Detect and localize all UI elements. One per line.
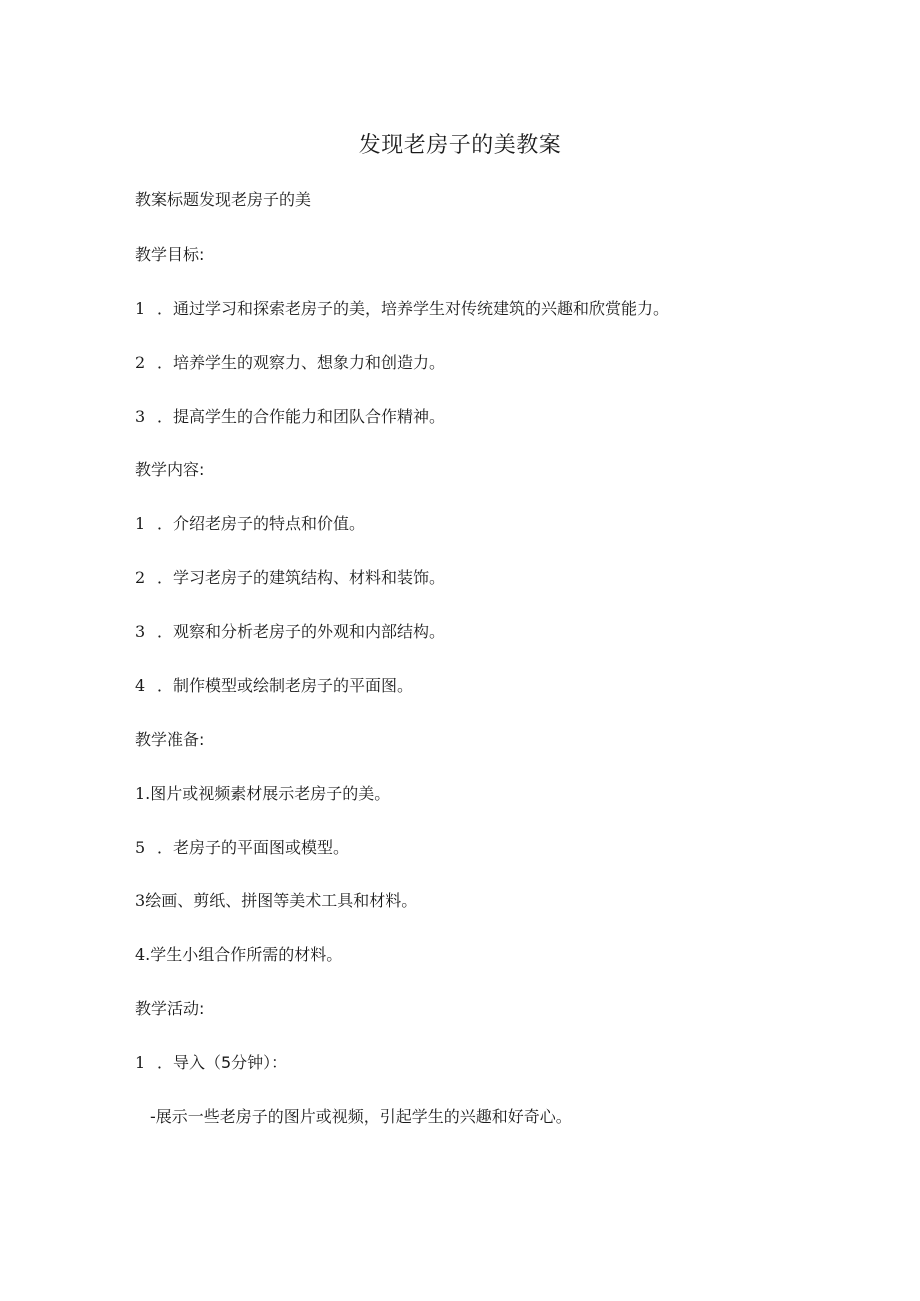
item-number: 1.	[135, 784, 151, 803]
item-number: 1	[135, 1053, 146, 1072]
preparation-heading: 教学准备:	[135, 730, 205, 749]
item-text: ．提高学生的合作能力和团队合作精神。	[157, 407, 446, 426]
document-title: 发现老房子的美教案	[358, 133, 562, 158]
item-text: ．制作模型或绘制老房子的平面图。	[157, 676, 414, 695]
content-heading: 教学内容:	[135, 460, 205, 479]
lesson-title-line: 教案标题发现老房子的美	[135, 190, 312, 209]
item-text: 绘画、剪纸、拼图等美术工具和材料。	[145, 891, 418, 910]
item-number: 3	[135, 891, 146, 910]
item-text: 学生小组合作所需的材料。	[150, 945, 343, 964]
content-item-1	[135, 513, 365, 535]
content-item-4	[135, 675, 413, 697]
item-number: 3	[135, 622, 146, 641]
activity-item-1	[135, 1052, 287, 1074]
item-text: ．导入（5分钟）：	[157, 1053, 288, 1072]
item-text: ．老房子的平面图或模型。	[157, 838, 350, 857]
item-number: 3	[135, 407, 146, 426]
item-number: 2	[135, 568, 146, 587]
preparation-item-1	[135, 783, 390, 805]
item-text: ．培养学生的观察力、想象力和创造力。	[157, 353, 446, 372]
content-item-2	[135, 567, 445, 589]
preparation-item-2	[135, 837, 349, 859]
item-number: 1	[135, 299, 146, 318]
item-text: ．学习老房子的建筑结构、材料和装饰。	[157, 568, 446, 587]
item-text: ．介绍老房子的特点和价值。	[157, 514, 366, 533]
objective-item-2	[135, 352, 445, 374]
item-text: 图片或视频素材展示老房子的美。	[150, 784, 391, 803]
item-text: ．观察和分析老房子的外观和内部结构。	[157, 622, 446, 641]
objectives-heading: 教学目标:	[135, 245, 205, 264]
content-item-3	[135, 621, 445, 643]
activity-sub-item-1: -展示一些老房子的图片或视频，引起学生的兴趣和好奇心。	[150, 1107, 572, 1126]
preparation-item-4	[135, 944, 342, 966]
item-number: 2	[135, 353, 146, 372]
preparation-item-3	[135, 890, 417, 912]
item-number: 5	[135, 838, 146, 857]
item-number: 1	[135, 514, 146, 533]
item-number: 4	[135, 676, 146, 695]
activities-heading: 教学活动:	[135, 999, 205, 1018]
objective-item-1	[135, 298, 669, 320]
item-number: 4.	[135, 945, 151, 964]
objective-item-3	[135, 406, 445, 428]
item-text: ．通过学习和探索老房子的美，培养学生对传统建筑的兴趣和欣赏能力。	[157, 299, 670, 318]
